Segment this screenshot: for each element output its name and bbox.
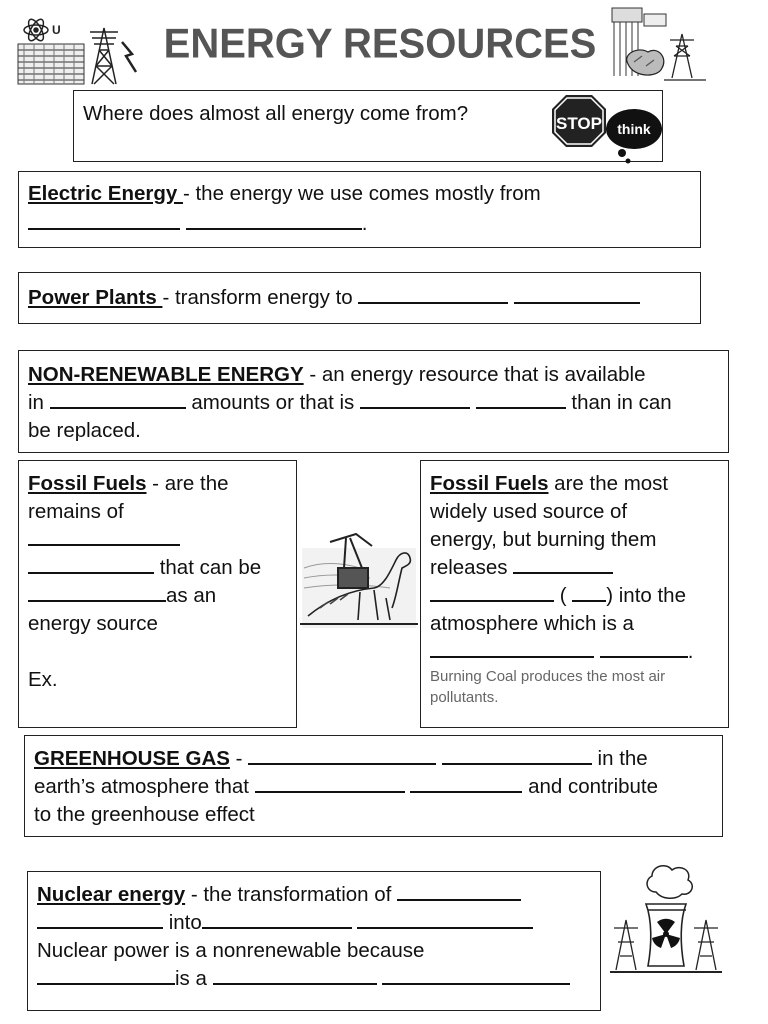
blank-line xyxy=(513,554,613,574)
nuclear-plant-illustration xyxy=(610,862,722,978)
nonrenewable-text2b: amounts or that is xyxy=(185,391,360,414)
blank-line xyxy=(186,210,362,230)
greenhouse-text1a: - xyxy=(229,747,249,770)
nuclear-text4: is a xyxy=(175,967,213,990)
fossil-right-line1 xyxy=(430,470,668,498)
nuclear-line4 xyxy=(37,965,570,993)
blank-line xyxy=(600,638,688,658)
question-text: Where does almost all energy come from? xyxy=(83,102,469,125)
blank-line xyxy=(28,210,180,230)
nuclear-plant-icon xyxy=(610,862,722,978)
nonrenewable-text1: - an energy resource that is available xyxy=(303,363,646,386)
header-clipart-left xyxy=(14,14,140,86)
blank-line xyxy=(430,638,594,658)
fossil-right-end: . xyxy=(687,640,694,663)
nonrenewable-line3: be replaced. xyxy=(28,419,141,442)
nonrenewable-line1 xyxy=(28,361,646,389)
fossil-right-line3: energy, but burning them xyxy=(430,528,657,551)
blank-line xyxy=(28,526,180,546)
nuclear-term: Nuclear energy xyxy=(37,883,186,906)
fossil-right-text5b: ) into the xyxy=(606,584,686,607)
question-box xyxy=(73,90,663,162)
blank-line xyxy=(397,881,521,901)
fossil-left-example: Ex. xyxy=(28,668,58,691)
stop-label: STOP xyxy=(556,114,602,133)
nuclear-line3: Nuclear power is a nonrenewable because xyxy=(37,939,425,962)
dam-icon xyxy=(18,44,84,84)
fossil-left-line1 xyxy=(28,470,229,498)
fossil-left-term: Fossil Fuels xyxy=(28,472,147,495)
greenhouse-text2a: earth’s atmosphere that xyxy=(34,775,255,798)
greenhouse-text1b: in the xyxy=(591,747,648,770)
blank-line xyxy=(50,389,186,409)
blank-line xyxy=(248,745,436,765)
atom-icon xyxy=(24,17,48,43)
electric-energy-line1 xyxy=(28,180,541,208)
nuclear-line2 xyxy=(37,909,533,937)
blank-line xyxy=(410,773,522,793)
fossil-right-line7 xyxy=(430,638,693,666)
fossil-right-text1: are the most xyxy=(548,472,669,495)
fossil-right-text4: releases xyxy=(430,556,514,579)
svg-text:U: U xyxy=(52,23,61,37)
fossil-fuels-right-box xyxy=(420,460,729,728)
greenhouse-line1 xyxy=(34,745,648,773)
blank-line xyxy=(255,773,405,793)
blank-line xyxy=(28,582,166,602)
fossil-left-line3 xyxy=(28,526,180,554)
blank-line xyxy=(360,389,470,409)
nonrenewable-box xyxy=(18,350,729,453)
greenhouse-line2 xyxy=(34,773,658,801)
greenhouse-text2b: and contribute xyxy=(522,775,659,798)
greenhouse-gas-box xyxy=(24,735,723,837)
blank-line xyxy=(37,965,175,985)
electric-energy-text: - the energy we use comes mostly from xyxy=(182,182,541,205)
blank-line xyxy=(28,554,154,574)
blank-line xyxy=(514,284,640,304)
blank-line xyxy=(430,582,554,602)
fossil-right-line2: widely used source of xyxy=(430,500,628,523)
power-plants-text: - transform energy to xyxy=(162,286,359,309)
oil-pump-dinosaur-illustration xyxy=(300,528,418,630)
oil-pump-dinosaur-icon xyxy=(300,528,418,630)
fossil-left-text1: - are the xyxy=(146,472,229,495)
nuclear-text1: - the transformation of xyxy=(185,883,398,906)
fossil-right-note: Burning Coal produces the most air pollutants. xyxy=(430,668,666,706)
nuclear-energy-box xyxy=(27,871,601,1011)
page-title: ENERGY RESOURCES xyxy=(163,20,597,68)
stop-think-graphic xyxy=(552,93,664,165)
fossil-right-term: Fossil Fuels xyxy=(430,472,549,495)
blank-line xyxy=(382,965,570,985)
nuclear-line1 xyxy=(37,881,521,909)
electric-energy-end: . xyxy=(361,212,368,235)
fossil-right-line6: atmosphere which is a xyxy=(430,612,634,635)
fossil-left-line6: energy source xyxy=(28,612,158,635)
blank-line xyxy=(202,909,352,929)
electric-energy-line2 xyxy=(28,210,367,238)
nonrenewable-line2 xyxy=(28,389,672,417)
electric-energy-term: Electric Energy xyxy=(28,182,183,205)
nonrenewable-text2c: than in can xyxy=(565,391,672,414)
fossil-right-line5 xyxy=(430,582,686,610)
blank-line xyxy=(476,389,566,409)
power-tower-icon xyxy=(90,28,136,84)
blank-line xyxy=(572,582,606,602)
greenhouse-line3: to the greenhouse effect xyxy=(34,803,255,826)
nonrenewable-text2a: in xyxy=(28,391,50,414)
electric-energy-box xyxy=(18,171,701,248)
fossil-left-line4 xyxy=(28,554,261,582)
fossil-fuels-left-box xyxy=(18,460,297,728)
fossil-right-line4 xyxy=(430,554,613,582)
fossil-left-line2: remains of xyxy=(28,500,124,523)
power-plants-box xyxy=(18,272,701,324)
power-plants-line xyxy=(28,284,640,312)
fossil-left-line5 xyxy=(28,582,216,610)
fossil-right-text5a: ( xyxy=(554,584,573,607)
blank-line xyxy=(357,909,533,929)
blank-line xyxy=(442,745,592,765)
greenhouse-term: GREENHOUSE GAS xyxy=(34,747,230,770)
blank-line xyxy=(213,965,377,985)
think-label: think xyxy=(617,121,651,137)
fossil-left-text5: as an xyxy=(166,584,217,607)
blank-line xyxy=(358,284,508,304)
power-plants-term: Power Plants xyxy=(28,286,163,309)
blank-line xyxy=(37,909,163,929)
nonrenewable-term: NON-RENEWABLE ENERGY xyxy=(28,363,304,386)
header-clipart-right xyxy=(608,6,708,82)
fossil-left-text4: that can be xyxy=(154,556,262,579)
nuclear-text2: into xyxy=(163,911,202,934)
